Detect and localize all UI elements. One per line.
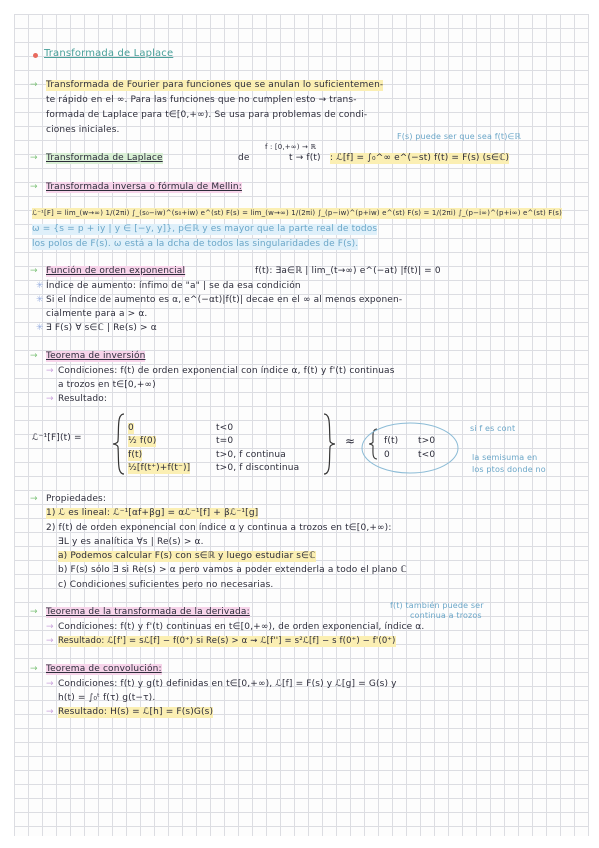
sub-arrow-icon: →	[46, 636, 54, 646]
arrow-icon: →	[30, 351, 38, 361]
definition-de: de	[238, 153, 250, 163]
exp-order-label: Función de orden exponencial	[46, 266, 186, 276]
sub-arrow-icon: →	[46, 679, 54, 689]
case-cond-3: t>0, f continua	[216, 450, 286, 460]
exp-order-item-1: Índice de aumento: ínfimo de "a" | se da esa condición	[46, 281, 301, 291]
property-sub-c: c) Condiciones suficientes pero no necesarias.	[58, 580, 274, 590]
derivative-result: Resultado: ℒ[f'] = sℒ[f] − f(0⁺) si Re(s) > α ⇝ ℒ[f''] = s²ℒ[f] − s f(0⁺) − f'(0⁺)	[58, 636, 396, 646]
definition-map2: t → f(t)	[289, 153, 321, 163]
derivative-note-2: continua a trozos	[410, 611, 482, 620]
inversion-result: Resultado:	[58, 394, 108, 404]
right-brace	[322, 413, 336, 475]
property-sub-b: b) F(s) sólo ∃ si Re(s) > α pero vamos a poder extenderla a todo el plano ℂ	[58, 565, 407, 575]
arrow-icon: →	[30, 664, 38, 674]
intro-line-4: ciones iniciales.	[46, 125, 120, 135]
exp-order-item-3: cialmente para a > α.	[46, 309, 148, 319]
inverse-line-2: ω = {s = p + iy | y ∈ [−y, y]}, p∈ℝ y es mayor que la parte real de todos	[32, 224, 378, 234]
exp-order-item-2: Si el índice de aumento es α, e^(−αt)|f(t)| decae en el ∞ al menos exponen-	[46, 295, 403, 305]
bullet-dot	[33, 53, 38, 58]
convolution-result: Resultado: H(s) = ℒ[h] = F(s)G(s)	[58, 707, 214, 717]
property-2b: ∃L y es analítica ∀s | Re(s) > α.	[58, 537, 204, 547]
intro-line-1: Transformada de Fourier para funciones que se anulan lo suficientemen-	[46, 80, 384, 90]
inversion-label: Teorema de inversión	[46, 351, 146, 361]
intro-line-3: formada de Laplace para t∈[0,+∞). Se usa para problemas de condi-	[46, 110, 368, 120]
case-expr-1: 0	[128, 423, 134, 433]
diamond-icon: ✳	[36, 281, 44, 291]
properties-label: Propiedades:	[46, 494, 107, 504]
diamond-icon: ✳	[36, 295, 44, 305]
property-1: 1) ℒ es lineal: ℒ⁻¹[αf+βg] = αℒ⁻¹[f] + βℒ⁻¹[g]	[46, 508, 259, 518]
definition-label: Transformada de Laplace	[46, 153, 163, 163]
diamond-icon: ✳	[36, 323, 44, 333]
arrow-icon: →	[30, 153, 38, 163]
sub-arrow-icon: →	[46, 707, 54, 717]
derivative-label: Teorema de la transformada de la derivada:	[46, 607, 250, 617]
note-continuous: si f es cont	[470, 424, 516, 433]
definition-note: F(s) puede ser que sea f(t)∈ℝ	[397, 132, 522, 141]
exp-order-def: f(t): ∃a∈ℝ | lim_(t→∞) e^(−at) |f(t)| = 0	[255, 266, 441, 276]
inverse-formula: ℒ⁻¹[F] = lim_(w→∞) 1/(2πi) ∫_(s₀−iw)^(s₀+iw) e^(st) F(s) = lim_(w→∞) 1/(2πi) ∫_(p−iw)^(p+iw) e^(st) F(s) = 1/(2πi) ∫_(p−i∞)^(p+i∞) e^(st) F(s)	[32, 209, 562, 217]
inverse-label: Transformada inversa o fórmula de Mellin:	[46, 182, 242, 192]
arrow-icon: →	[30, 266, 38, 276]
inverse-line-3: los polos de F(s). ω está a la dcha de todos las singularidades de F(s).	[32, 239, 359, 249]
note-semisum-1: la semisuma en	[472, 453, 538, 462]
inversion-lhs: ℒ⁻¹[F](t) =	[32, 433, 82, 443]
sub-arrow-icon: →	[46, 366, 54, 376]
derivative-cond: Condiciones: f(t) y f'(t) continuas en t∈[0,+∞), de orden exponencial, índice α.	[58, 622, 425, 632]
case-cond-1: t<0	[216, 423, 234, 433]
arrow-icon: →	[30, 607, 38, 617]
property-sub-a: a) Podemos calcular F(s) con s∈ℝ y luego estudiar s∈ℂ	[58, 551, 316, 561]
sub-arrow-icon: →	[46, 394, 54, 404]
case2-cond-1: t>0	[418, 436, 436, 446]
arrow-icon: →	[30, 182, 38, 192]
case2-expr-2: 0	[384, 450, 390, 460]
case-expr-4: ½[f(t⁺)+f(t⁻)]	[128, 463, 191, 473]
property-2: 2) f(t) de orden exponencial con índice α y continua a trozos en t∈[0,+∞):	[46, 523, 392, 533]
oval-annotation	[360, 418, 470, 474]
convolution-cond-2: h(t) = ∫₀ᵗ f(τ) g(t−τ).	[58, 693, 156, 703]
arrow-icon: →	[30, 494, 38, 504]
convolution-label: Teorema de convolución:	[46, 664, 162, 674]
sub-arrow-icon: →	[46, 622, 54, 632]
arrow-icon: →	[30, 80, 38, 90]
inversion-cond-2: a trozos en t∈[0,+∞)	[58, 380, 156, 390]
page-title: Transformada de Laplace	[44, 48, 174, 59]
inversion-cond-1: Condiciones: f(t) de orden exponencial con índice α, f(t) y f'(t) continuas	[58, 366, 395, 376]
left-brace	[112, 413, 126, 475]
definition-formula: : ℒ[f] = ∫₀^∞ e^(−st) f(t) = F(s) (s∈ℂ)	[330, 153, 510, 163]
case2-expr-1: f(t)	[384, 436, 399, 446]
derivative-note-1: f(t) también puede ser	[390, 601, 484, 610]
case-expr-2: ½ f(0)	[128, 436, 157, 446]
case2-cond-2: t<0	[418, 450, 436, 460]
case-expr-3: f(t)	[128, 450, 143, 460]
approx-sign: ≈	[345, 434, 356, 448]
intro-line-2: te rápido en el ∞. Para las funciones que no cumplen esto → trans-	[46, 95, 357, 105]
definition-map: f : [0,+∞) → ℝ	[265, 143, 317, 151]
note-semisum-2: los ptos donde no	[472, 465, 546, 474]
exp-order-item-4: ∃ F(s) ∀ s∈ℂ | Re(s) > α	[46, 323, 157, 333]
case-cond-2: t=0	[216, 436, 234, 446]
convolution-cond: Condiciones: f(t) y g(t) definidas en t∈[0,+∞), ℒ[f] = F(s) y ℒ[g] = G(s) y	[58, 679, 397, 689]
case-cond-4: t>0, f discontinua	[216, 463, 300, 473]
